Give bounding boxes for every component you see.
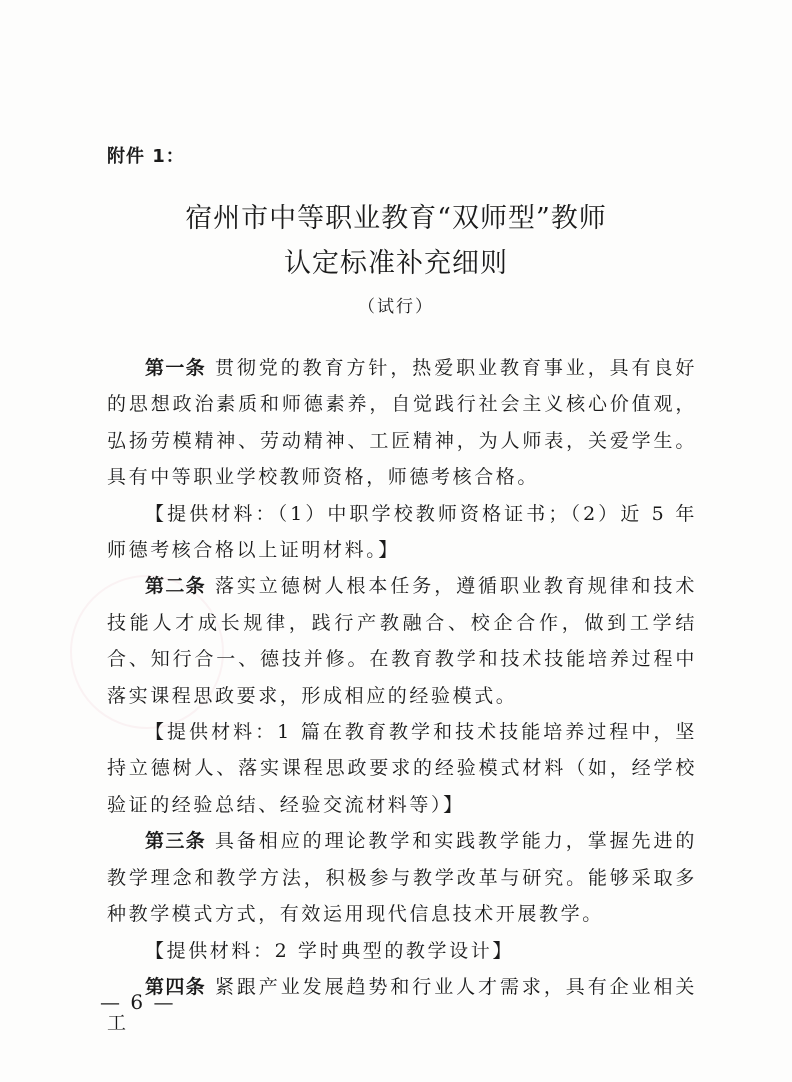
article-2-label: 第二条 — [145, 575, 206, 598]
article-1-label: 第一条 — [145, 357, 206, 379]
document-title-line-1: 宿州市中等职业教育“双师型”教师 — [185, 203, 607, 234]
article-2-materials — [107, 714, 697, 823]
article-1-paragraph — [107, 350, 697, 496]
article-1-materials — [107, 496, 697, 569]
article-3-materials-text: 【提供材料：2 学时典型的教学设计】 — [145, 939, 514, 962]
document-title-line-2: 认定标准补充细则 — [284, 248, 508, 279]
article-2-text: 落实立德树人根本任务，遵循职业教育规律和技术技能人才成长规律，践行产教融合、校企合作，做到工学结合、知行合一、德技并修。在教育教学和技术技能培养过程中落实课程思政要求，形成相应的经验模式。 — [107, 575, 697, 707]
article-3-materials — [107, 933, 697, 969]
document-subtitle: （试行） — [358, 297, 434, 317]
page-number: — 6 — — [100, 990, 176, 1014]
article-4-paragraph — [107, 969, 697, 1042]
article-1-materials-text: 【提供材料：（1）中职学校教师资格证书；（2）近 5 年师德考核合格以上证明材料。】 — [107, 502, 697, 562]
article-1-text: 贯彻党的教育方针，热爱职业教育事业，具有良好的思想政治素质和师德素养，自觉践行社会主义核心价值观，弘扬劳模精神、劳动精神、工匠精神，为人师表，关爱学生。具有中等职业学校教师资格，师德考核合格。 — [107, 357, 697, 489]
article-4-text: 紧跟产业发展趋势和行业人才需求，具有企业相关工 — [107, 975, 697, 1035]
article-2-paragraph — [107, 568, 697, 714]
article-2-materials-text: 【提供材料：1 篇在教育教学和技术技能培养过程中，坚持立德树人、落实课程思政要求的经验模式材料（如，经学校验证的经验总结、经验交流材料等）】 — [107, 721, 697, 816]
article-3-label: 第三条 — [145, 830, 206, 853]
attachment-label: 附件 1： — [107, 146, 185, 167]
article-3-paragraph — [107, 823, 697, 932]
article-4-label: 第四条 — [145, 975, 206, 998]
document-body — [107, 350, 697, 1042]
article-3-text: 具备相应的理论教学和实践教学能力，掌握先进的教学理念和教学方法，积极参与教学改革与研究。能够采取多种教学模式方式，有效运用现代信息技术开展教学。 — [107, 830, 697, 926]
